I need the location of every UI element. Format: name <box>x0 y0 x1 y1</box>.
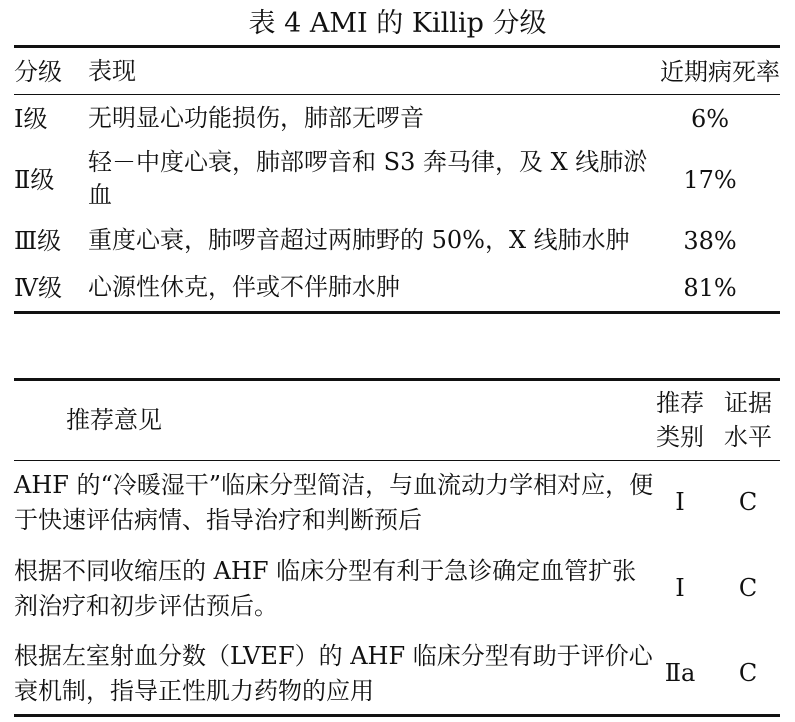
header-description: 表现 <box>88 57 136 85</box>
row-grade: Ⅳ级 <box>14 274 62 302</box>
table-header-row <box>0 55 795 89</box>
recommendations-header-rule <box>14 460 780 461</box>
table-top-rule <box>14 45 780 48</box>
row-mortality: 6% <box>690 105 730 133</box>
header-class <box>648 386 712 454</box>
recommendation-class: Ⅰ <box>675 488 685 516</box>
row-grade: Ⅰ级 <box>14 105 48 133</box>
row-description: 心源性休克，伴或不伴肺水肿 <box>88 273 400 301</box>
row-mortality: 38% <box>683 227 737 255</box>
recommendation-class: Ⅱa <box>664 659 696 687</box>
table-row <box>0 224 795 258</box>
recommendation-level: C <box>738 488 758 516</box>
header-recommendation: 推荐意见 <box>66 406 162 434</box>
header-class-line2: 类别 <box>656 423 704 451</box>
recommendation-text: AHF 的“冷暖湿干”临床分型简洁，与血流动力学相对应，便于快速评估病情、指导治疗和判断预后 <box>14 471 654 534</box>
row-grade: Ⅱ级 <box>14 166 55 194</box>
header-mortality: 近期病死率 <box>660 58 780 86</box>
row-description: 重度心衰，肺啰音超过两肺野的 50%，X 线肺水肿 <box>88 226 630 254</box>
recommendation-text: 根据左室射血分数（LVEF）的 AHF 临床分型有助于评价心衰机制，指导正性肌力药物的应用 <box>14 642 653 705</box>
row-mortality: 17% <box>683 166 737 194</box>
recommendation-row <box>0 639 795 709</box>
table-title: 表 4 AMI 的 Killip 分级 <box>248 8 547 39</box>
header-level <box>716 386 780 454</box>
recommendation-level: C <box>738 659 758 687</box>
row-mortality: 81% <box>683 274 737 302</box>
header-level-line1: 证据 <box>724 389 772 417</box>
table-bottom-rule <box>14 311 780 314</box>
recommendations-header-row <box>0 386 795 456</box>
header-level-line2: 水平 <box>724 423 772 451</box>
recommendation-level: C <box>738 574 758 602</box>
recommendation-row <box>0 468 795 538</box>
header-grade: 分级 <box>14 58 62 86</box>
row-description: 轻－中度心衰，肺部啰音和 S3 奔马律，及 X 线肺淤血 <box>88 148 648 209</box>
recommendation-row <box>0 554 795 624</box>
row-description: 无明显心功能损伤，肺部无啰音 <box>88 104 424 132</box>
recommendations-top-rule <box>14 378 780 381</box>
header-class-line1: 推荐 <box>656 389 704 417</box>
table-row <box>0 102 795 136</box>
recommendation-text: 根据不同收缩压的 AHF 临床分型有利于急诊确定血管扩张剂治疗和初步评估预后。 <box>14 557 637 620</box>
table-row <box>0 146 795 214</box>
recommendation-class: Ⅰ <box>675 574 685 602</box>
table-header-rule <box>14 94 780 95</box>
recommendations-bottom-rule <box>14 714 780 717</box>
row-grade: Ⅲ级 <box>14 227 62 255</box>
table-row <box>0 271 795 305</box>
